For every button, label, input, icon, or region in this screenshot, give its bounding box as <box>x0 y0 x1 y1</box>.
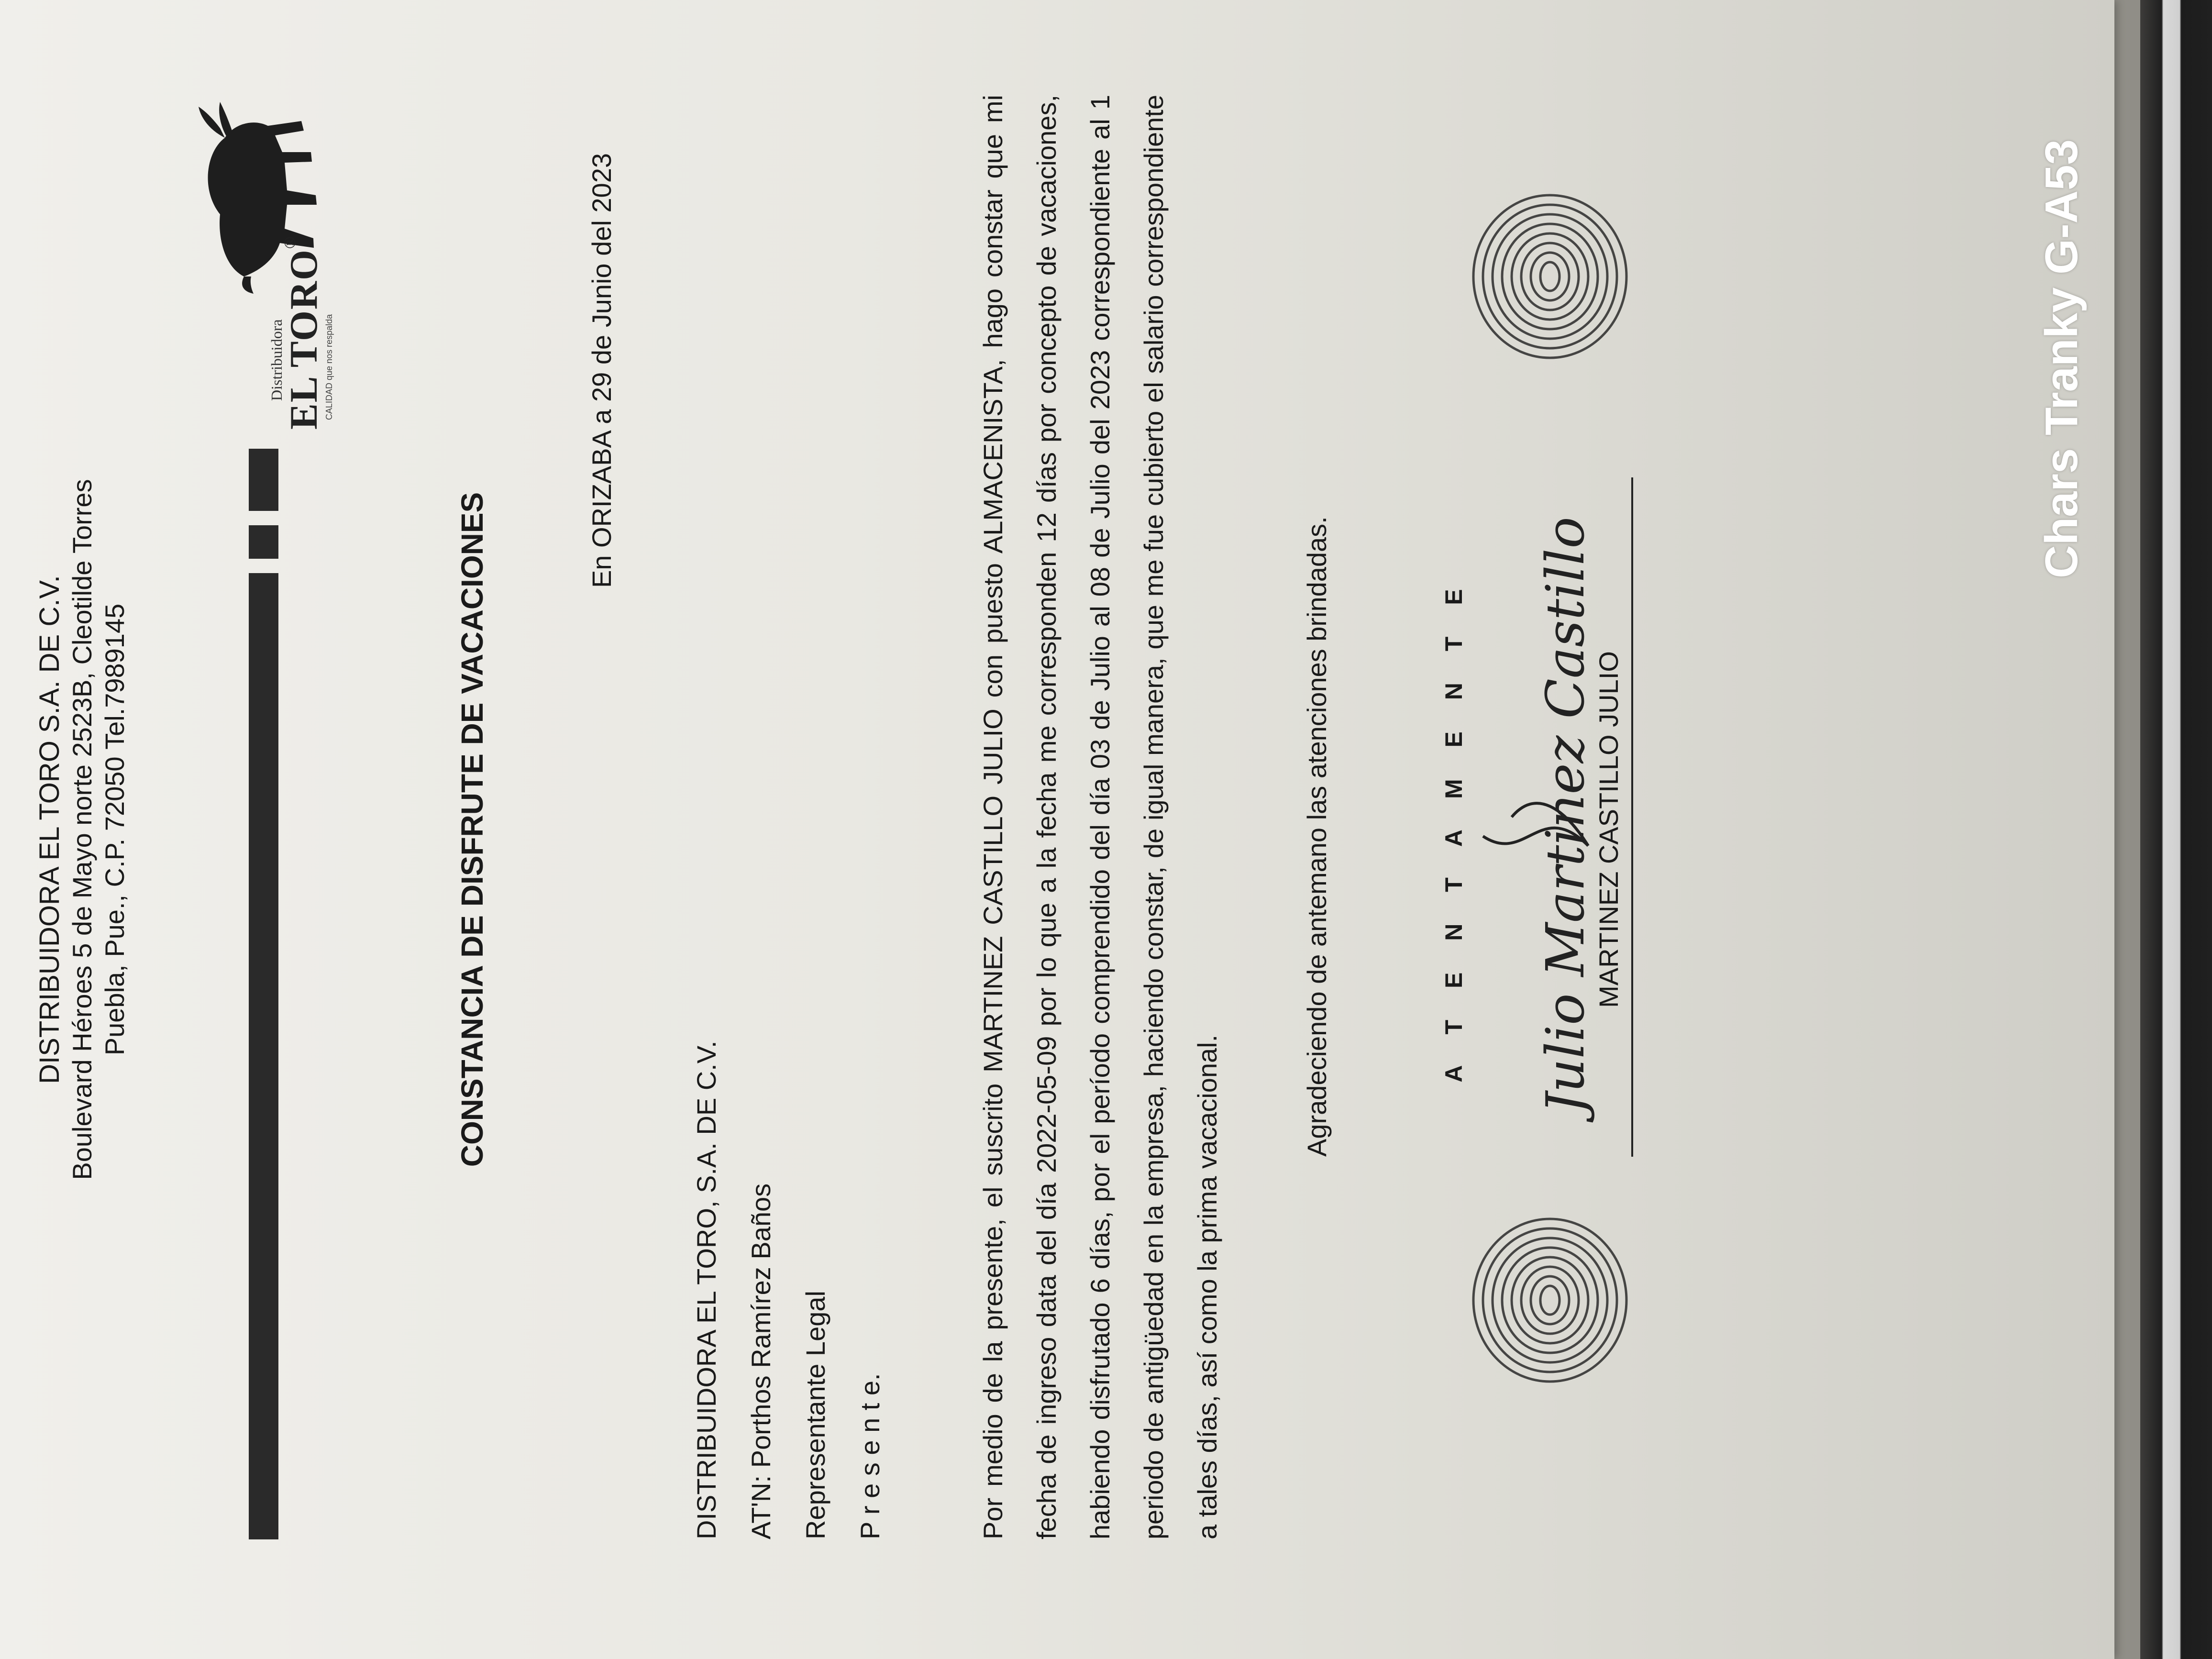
addressee-company: DISTRIBUIDORA EL TORO, S.A. DE C.V. <box>691 1040 721 1539</box>
watermark-text: Chars Tranky G-A53 <box>2036 139 2087 578</box>
header-rule-long <box>249 573 278 1539</box>
addressee-block <box>679 1040 897 1539</box>
thanks-line: Agradeciendo de antemano las atenciones brindadas. <box>1302 516 1332 1157</box>
document-title: CONSTANCIA DE DISFRUTE DE VACACIONES <box>455 492 489 1167</box>
letterhead <box>33 0 131 1659</box>
logo-brand-text: EL TORO <box>282 249 325 430</box>
letterhead-address-line2: Puebla, Pue., C.P. 72050 Tel.7989145 <box>100 603 130 1056</box>
camera-watermark <box>2024 96 2100 622</box>
signer-name: MARTINEZ CASTILLO JULIO <box>1593 651 1624 1008</box>
addressee-presente: P r e s e n t e. <box>855 1373 885 1539</box>
logo-tagline: CALIDAD que nos respalda <box>324 314 334 420</box>
signature-line <box>1631 477 1633 1157</box>
edge-strip <box>2140 0 2212 1659</box>
fingerprint-right <box>1464 186 1636 367</box>
logo-distribuidora: Distribuidora <box>268 319 285 401</box>
letterhead-company: DISTRIBUIDORA EL TORO S.A. DE C.V. <box>34 575 65 1084</box>
signature-text: Julio Martinez Castillo <box>1535 517 1596 1114</box>
body-paragraph: Por medio de la presente, el suscrito MARTINEZ CASTILLO JULIO con puesto ALMACENISTA, hago constar que mi fecha de ingreso data del día 2022-05-09 por lo que a la fecha me corresponden 12 días por concepto de vacaciones, habiendo disfrutado 6 días, por el período comprendido del día 03 de Julio al 08 de Julio del 2023 correspondiente al 1 periodo de antigüedad en la empresa, haciendo constar, de igual manera, que me fue cubierto el salario correspondiente a tales días, así como la prima vacacional. <box>978 95 1222 1539</box>
addressee-role: Representante Legal <box>800 1291 830 1539</box>
addressee-attn: AT'N: Porthos Ramírez Baños <box>746 1183 776 1539</box>
document-date: En ORIZABA a 29 de Junio del 2023 <box>586 153 617 588</box>
header-rule-short-2 <box>249 449 278 511</box>
closing-atentamente: A T E N T A M E N T E <box>1440 576 1467 1083</box>
company-logo <box>172 95 354 439</box>
logo-brand <box>281 236 326 430</box>
logo-registered: ® <box>281 235 299 249</box>
handwritten-signature <box>1469 463 1612 1133</box>
header-rule-short-1 <box>249 525 278 559</box>
letterhead-address-line1: Boulevard Héroes 5 de Mayo norte 2523B, Cleotilde Torres <box>67 479 97 1180</box>
